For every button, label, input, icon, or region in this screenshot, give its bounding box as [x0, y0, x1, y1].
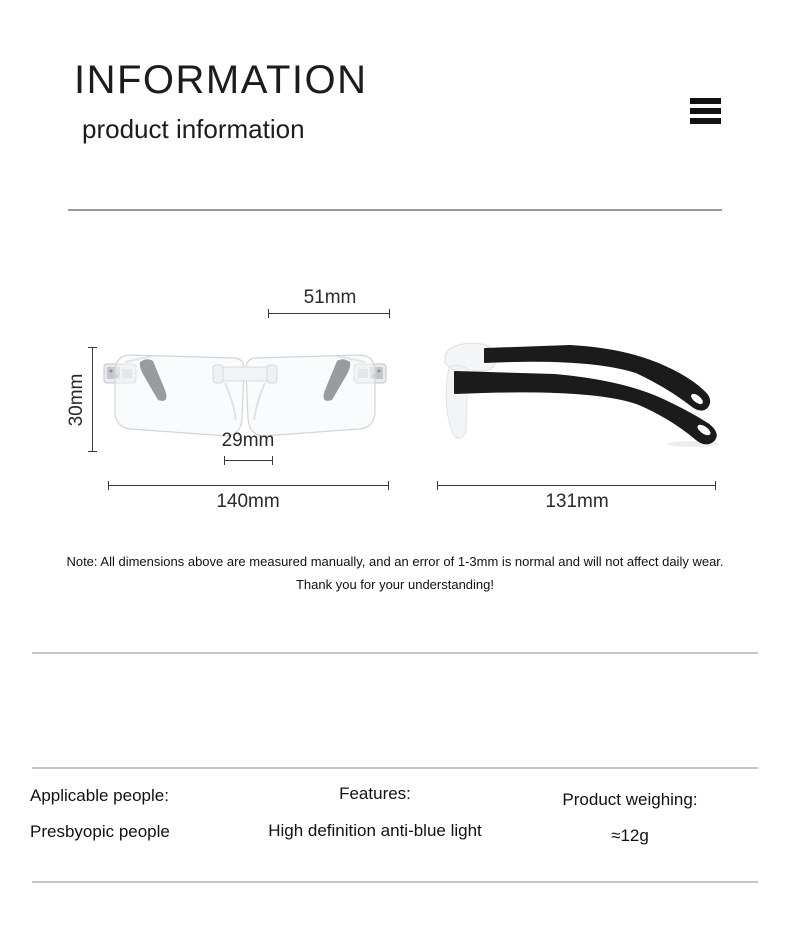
frame-width-dimension-line	[108, 485, 389, 486]
measurement-note-line2: Thank you for your understanding!	[295, 577, 494, 592]
product-weight-value: ≈12g	[611, 826, 649, 845]
hamburger-bar	[690, 98, 721, 104]
page-title: INFORMATION	[74, 58, 368, 102]
features-label: Features:	[339, 784, 411, 803]
bridge-width-dimension-line	[224, 460, 273, 461]
lens-width-label: 51mm	[303, 287, 357, 308]
applicable-people-value: Presbyopic people	[30, 822, 170, 841]
hamburger-bar	[690, 108, 721, 114]
measurement-note-line1: Note: All dimensions above are measured manually, and an error of 1-3mm is normal and will not affect daily wear.	[66, 554, 724, 569]
product-weight-label: Product weighing:	[562, 790, 698, 809]
temple-length-label: 131mm	[545, 491, 609, 512]
glasses-side-view-image	[425, 333, 735, 448]
features-value: High definition anti-blue light	[268, 821, 482, 840]
lens-width-dimension-line	[268, 313, 390, 314]
bottom-divider	[32, 881, 758, 883]
section-divider	[32, 767, 758, 769]
hamburger-menu-icon[interactable]	[690, 98, 721, 124]
hamburger-bar	[690, 118, 721, 124]
page-subtitle: product information	[82, 114, 305, 144]
section-divider	[32, 652, 758, 654]
temple-length-dimension-line	[437, 485, 716, 486]
bridge-width-label: 29mm	[221, 430, 275, 451]
lens-height-label: 30mm	[66, 373, 87, 427]
frame-width-label: 140mm	[216, 491, 280, 512]
header-divider	[68, 209, 722, 211]
lens-height-dimension-line	[92, 347, 93, 452]
applicable-people-label: Applicable people:	[30, 786, 169, 805]
